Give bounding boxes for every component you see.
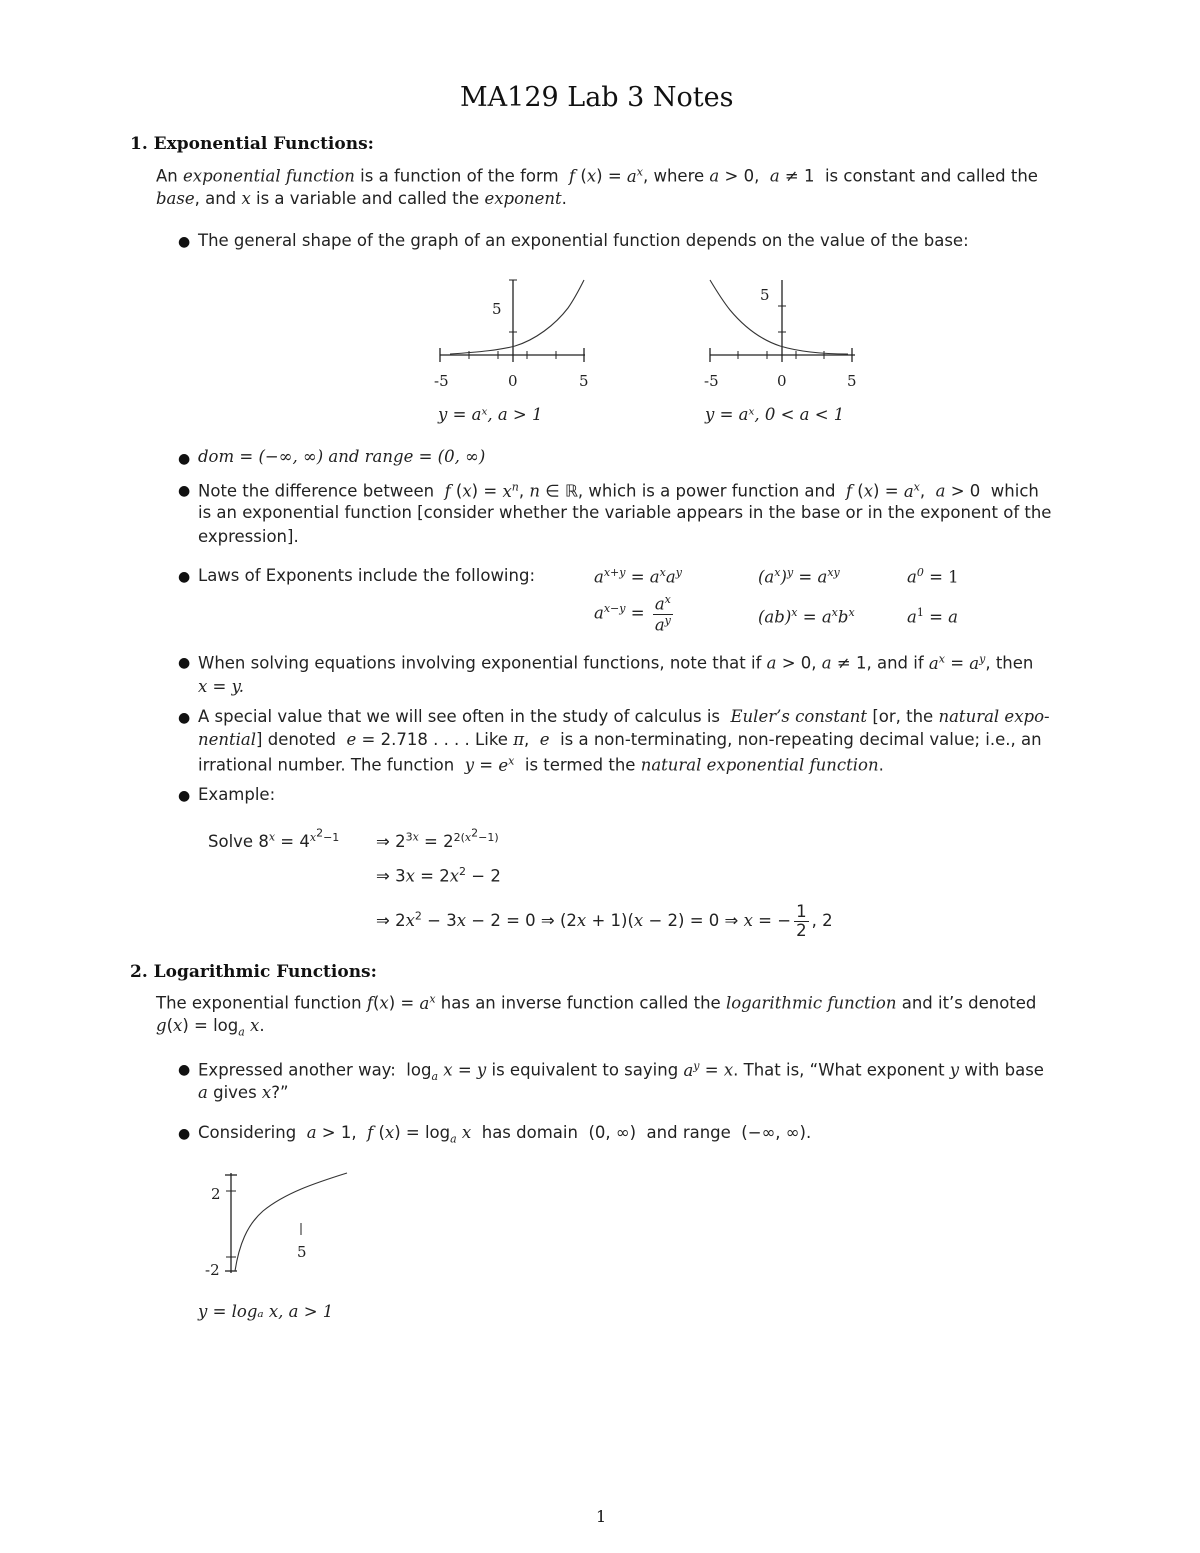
text: Solve [208, 832, 254, 852]
bullet-euler-line2: nential] denoted e = 2.718 . . . . Like π, e is a non-terminating, non-repeating decimal value; i.e., an [198, 730, 1042, 749]
text: irrational number. The function [198, 755, 455, 775]
text: , and [194, 189, 237, 208]
bullet-euler-line1 [198, 707, 1050, 726]
bullet-expressed-line1: Expressed another way: $\log_a x = y$ is equivalent to saying $a^y = x$. That is, “What exponent y with base [198, 1059, 1044, 1083]
example-step1: Solve $8^x = 4^{x^2-1}$ [208, 826, 340, 852]
text: is a variable and called the [256, 189, 480, 208]
law-quotient: $a^{x-y}$ = $\frac{a^x}{a^y}$ [594, 593, 671, 635]
text: [or, the [872, 707, 934, 726]
text: , where [642, 166, 705, 186]
bullet-laws-label: Laws of Exponents include the following: [198, 566, 536, 585]
x-tick-label: 0 [777, 372, 787, 390]
bullet-note-line1: Note the difference between f $(x) = x^n$, n ∈ ℝ, which is a power function and f $(x) = a^x$, a > 0 which [198, 480, 1039, 501]
text: and it’s denoted [901, 993, 1037, 1013]
text: An [156, 166, 178, 186]
text: with base [964, 1060, 1044, 1080]
bullet-solving-line1: When solving equations involving exponential functions, note that if a > 0, a ≠ 1, and if $a^x = a^y$, then [198, 652, 1034, 673]
term: base [156, 189, 195, 208]
y-tick-label: 5 [760, 286, 770, 304]
example-step2: ⇒ $3x = 2x^2 - 2$ [376, 865, 501, 886]
text: which [990, 481, 1039, 501]
log-intro-line2: $g(x) = \log_a x$. [156, 1016, 265, 1039]
term: logarithmic function [725, 993, 897, 1013]
text: is constant and called the [824, 166, 1038, 186]
text: = 2.718 . . . . Like [361, 730, 508, 749]
law-power: $(a^x)^y = a^{xy}$ [758, 566, 840, 587]
text: ] denoted [256, 730, 337, 749]
graph-log [195, 1165, 365, 1285]
x-tick-label: -5 [434, 372, 449, 390]
exp-intro-line2: base, and x is a variable and called the exponent. [156, 189, 567, 208]
section-number: 1. [130, 134, 148, 154]
text: is termed the [524, 755, 636, 775]
term: nential [198, 730, 257, 749]
term: natural exponential function [640, 755, 879, 775]
y-tick-label: -2 [205, 1261, 220, 1279]
text: . That is, “What exponent [733, 1060, 945, 1080]
x-tick-label: 5 [297, 1243, 307, 1261]
text: The exponential function [156, 993, 362, 1013]
page-title: MA129 Lab 3 Notes [460, 82, 734, 113]
term: natural expo- [938, 707, 1050, 726]
graph2-caption: y = aˣ, 0 < a < 1 [705, 405, 845, 424]
term: Euler’s constant [730, 707, 868, 726]
bullet-domain-range: dom = (−∞, ∞) and range = (0, ∞) [198, 447, 486, 466]
x-tick-label: -5 [704, 372, 719, 390]
example-step3: ⇒ $2x^2 - 3x - 2 = 0$ ⇒ (2x + 1)(x − 2) = 0 ⇒ x = − $\frac{1}{2}$ , 2 [376, 902, 833, 941]
bullet-note-line2: is an exponential function [consider whether the variable appears in the base or in the exponent of the [198, 503, 1052, 522]
text: is a non-terminating, non-repeating decimal value; i.e., an [560, 730, 1042, 749]
bullet-shape: The general shape of the graph of an exponential function depends on the value of the base: [198, 231, 969, 250]
text: is a function of the form [360, 166, 559, 186]
text: and range [646, 1123, 731, 1142]
exp-intro-line1: An exponential function is a function of the form f $(x) = a^x$, where a > 0, a ≠ 1 is constant and called the [156, 165, 1038, 186]
text: is equivalent to saying [491, 1060, 679, 1080]
text: gives [213, 1083, 257, 1102]
text: A special value that we will see often in the study of calculus is [198, 707, 721, 726]
text: When solving equations involving exponential functions, note that if [198, 653, 762, 673]
law-product-power: $(ab)^x = a^xb^x$ [758, 606, 855, 627]
term: exponential function [183, 166, 355, 186]
section-title: Logarithmic Functions: [153, 962, 377, 982]
x-tick-label: 5 [847, 372, 857, 390]
text: , then [985, 653, 1034, 673]
text: Expressed another way: [198, 1060, 396, 1080]
bullet-note-line3: expression]. [198, 527, 299, 546]
bullet-solving-line2: x = y. [198, 677, 244, 696]
text: , which is a power function and [577, 481, 836, 501]
bullet-expressed-line2: a gives x?” [198, 1083, 289, 1102]
log-graph-caption: y = logₐ x, a > 1 [198, 1302, 334, 1321]
section-title: Exponential Functions: [153, 134, 374, 154]
law-zero: $a^0 = 1$ [907, 566, 959, 587]
bullet-considering: Considering a > 1, f $(x) = \log_a x$ has domain (0, ∞) and range (−∞, ∞). [198, 1123, 812, 1146]
log-intro-line1: The exponential function $f(x) = a^x$ has an inverse function called the logarithmic function and it’s denoted [156, 992, 1037, 1013]
term: exponent [484, 189, 562, 208]
law-one: $a^1 = a$ [907, 606, 958, 627]
graph1-caption: y = aˣ, a > 1 [438, 405, 543, 424]
x-tick-label: 0 [508, 372, 518, 390]
text: has domain [481, 1123, 578, 1142]
section-1-heading [130, 134, 374, 154]
section-2-heading [130, 962, 377, 982]
example-step1b: ⇒ $2^{3x} = 2^{2(x^2-1)}$ [376, 826, 499, 852]
section-number: 2. [130, 962, 148, 982]
text: Note the difference between [198, 481, 435, 501]
y-tick-label: 2 [211, 1185, 221, 1203]
page-number: 1 [596, 1507, 607, 1526]
bullet-euler-line3: irrational number. The function $y = e^x$ is termed the natural exponential function. [198, 754, 884, 775]
text: , and if [866, 653, 924, 673]
y-tick-label: 5 [492, 300, 502, 318]
x-tick-label: 5 [579, 372, 589, 390]
law-product: $a^{x+y} = a^xa^y$ [594, 566, 682, 587]
text: Considering [198, 1123, 297, 1142]
text: has an inverse function called the [440, 993, 721, 1013]
bullet-example-label: Example: [198, 785, 276, 804]
